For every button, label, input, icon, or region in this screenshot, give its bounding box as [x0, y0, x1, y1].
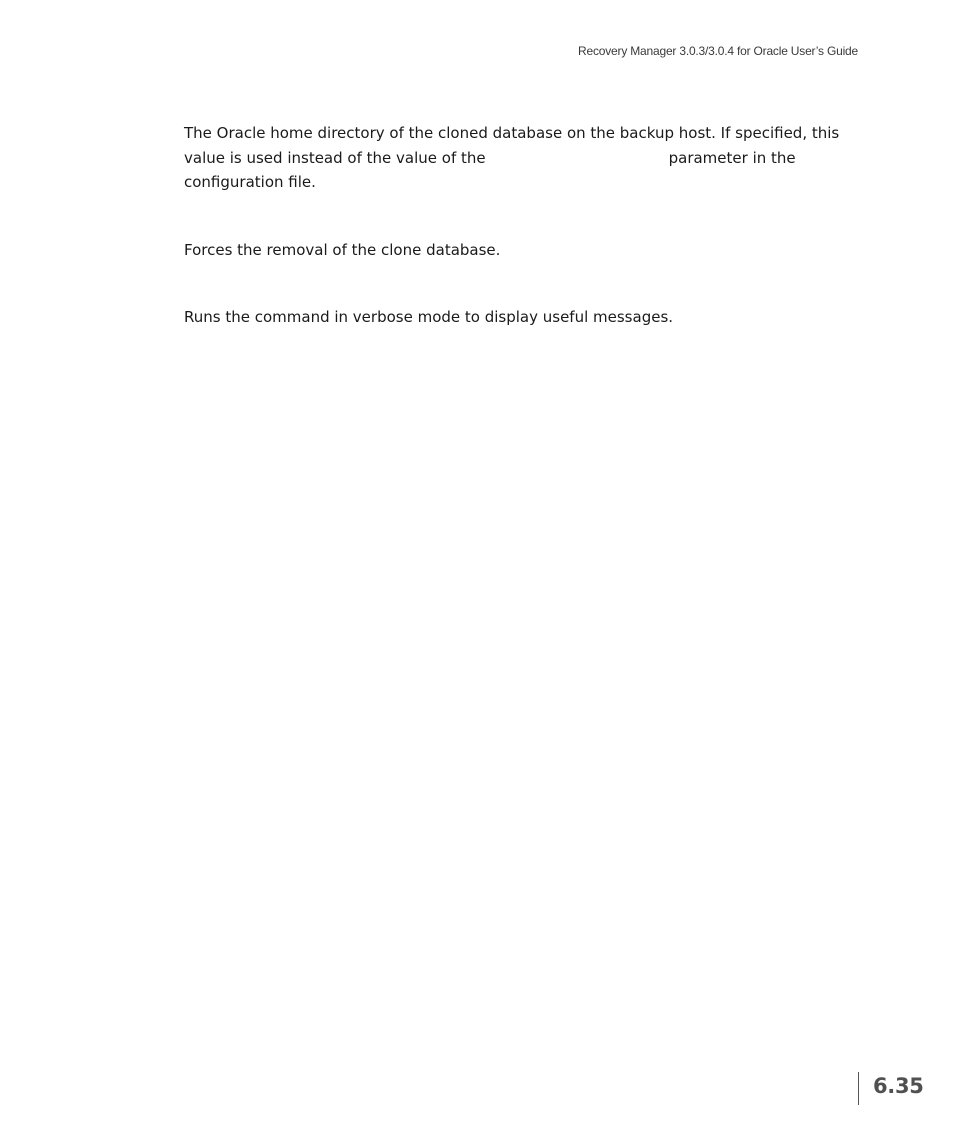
force-description: Forces the removal of the clone database. — [184, 241, 501, 259]
page-number-divider — [858, 1072, 924, 1105]
page-number: 6.35 — [873, 1074, 924, 1098]
home-description-line3: configuration file. — [184, 173, 316, 191]
running-header: Recovery Manager 3.0.3/3.0.4 for Oracle User’s Guide — [578, 44, 858, 58]
oracle-home-description — [184, 121, 844, 195]
home-description-line2-before: value is used instead of the value of the — [184, 148, 486, 167]
verbose-description: Runs the command in verbose mode to display useful messages. — [184, 308, 674, 326]
home-description-line2-after: parameter in the — [668, 148, 796, 167]
home-description-line1: The Oracle home directory of the cloned database on the backup host. If specified, this — [184, 124, 840, 142]
